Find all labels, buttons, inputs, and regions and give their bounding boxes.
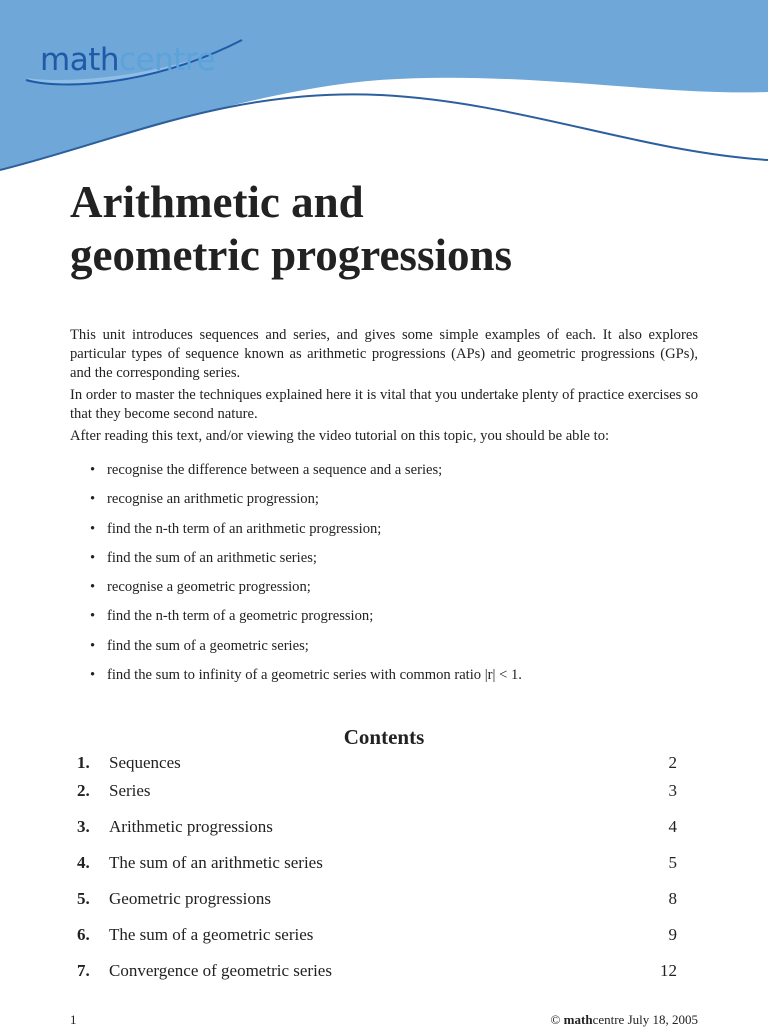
toc-row[interactable] <box>77 923 677 947</box>
copyright-date: July 18, 2005 <box>627 1012 698 1027</box>
toc-number: 2. <box>77 781 90 800</box>
intro-paragraph-1: This unit introduces sequences and series, and gives some simple examples of each. It also explores particular types of sequence known as arithmetic progressions (APs) and geometric progressions (GPs), and the corresponding series. <box>70 327 698 381</box>
objective-item: • find the sum to infinity of a geometric series with common ratio |r| < 1. <box>90 665 710 694</box>
toc-number: 5. <box>77 889 90 908</box>
toc-title: Sequences <box>109 753 181 772</box>
intro-paragraph-2: In order to master the techniques explained here it is vital that you undertake plenty of practice exercises so that they become second nature. <box>70 387 698 422</box>
title-line-2: geometric progressions <box>70 230 513 280</box>
toc-number: 7. <box>77 961 90 980</box>
copyright-brand-math: math <box>563 1012 593 1027</box>
learning-objectives-list <box>90 460 710 694</box>
document-title <box>70 176 710 282</box>
objective-item: • recognise the difference between a sequence and a series; <box>90 460 710 489</box>
objective-item: • recognise an arithmetic progression; <box>90 489 710 518</box>
logo-text <box>40 42 215 78</box>
toc-row[interactable] <box>77 779 677 803</box>
toc-row[interactable] <box>77 815 677 839</box>
toc-page: 12 <box>660 961 677 980</box>
objective-item: • find the sum of a geometric series; <box>90 636 710 665</box>
toc-row[interactable] <box>77 751 677 775</box>
objective-item: • find the n-th term of a geometric progression; <box>90 606 710 635</box>
intro-paragraph-3: After reading this text, and/or viewing the video tutorial on this topic, you should be able to: <box>70 428 610 444</box>
toc-row[interactable] <box>77 851 677 875</box>
copyright-symbol: © <box>550 1012 561 1027</box>
toc-row[interactable] <box>77 959 677 983</box>
copyright-brand-centre: centre <box>592 1012 625 1027</box>
toc-title: Geometric progressions <box>109 889 271 908</box>
page-footer <box>0 1010 768 1027</box>
toc-page: 2 <box>668 753 677 772</box>
toc-page: 3 <box>668 781 677 800</box>
objective-item: • recognise a geometric progression; <box>90 577 710 606</box>
title-line-1: Arithmetic and <box>70 177 364 227</box>
toc-page: 5 <box>668 853 677 872</box>
toc-title: Convergence of geometric series <box>109 961 332 980</box>
toc-page: 8 <box>668 889 677 908</box>
toc-number: 1. <box>77 753 90 772</box>
objective-item: • find the n-th term of an arithmetic progression; <box>90 519 710 548</box>
toc-page: 9 <box>668 925 677 944</box>
mathcentre-logo <box>22 36 252 92</box>
toc-number: 3. <box>77 817 90 836</box>
toc-title: The sum of a geometric series <box>109 925 314 944</box>
toc-title: Arithmetic progressions <box>109 817 273 836</box>
contents-heading: Contents <box>343 725 425 749</box>
objective-item: • find the sum of an arithmetic series; <box>90 548 710 577</box>
logo-math: math <box>40 42 119 78</box>
copyright-notice <box>551 1010 698 1030</box>
page-number: 1 <box>70 1012 77 1027</box>
intro-section <box>70 326 698 449</box>
toc-page: 4 <box>668 817 677 836</box>
toc-title: Series <box>109 781 151 800</box>
toc-number: 4. <box>77 853 90 872</box>
toc-number: 6. <box>77 925 90 944</box>
logo-centre: centre <box>119 42 216 78</box>
toc-title: The sum of an arithmetic series <box>109 853 323 872</box>
toc-row[interactable] <box>77 887 677 911</box>
